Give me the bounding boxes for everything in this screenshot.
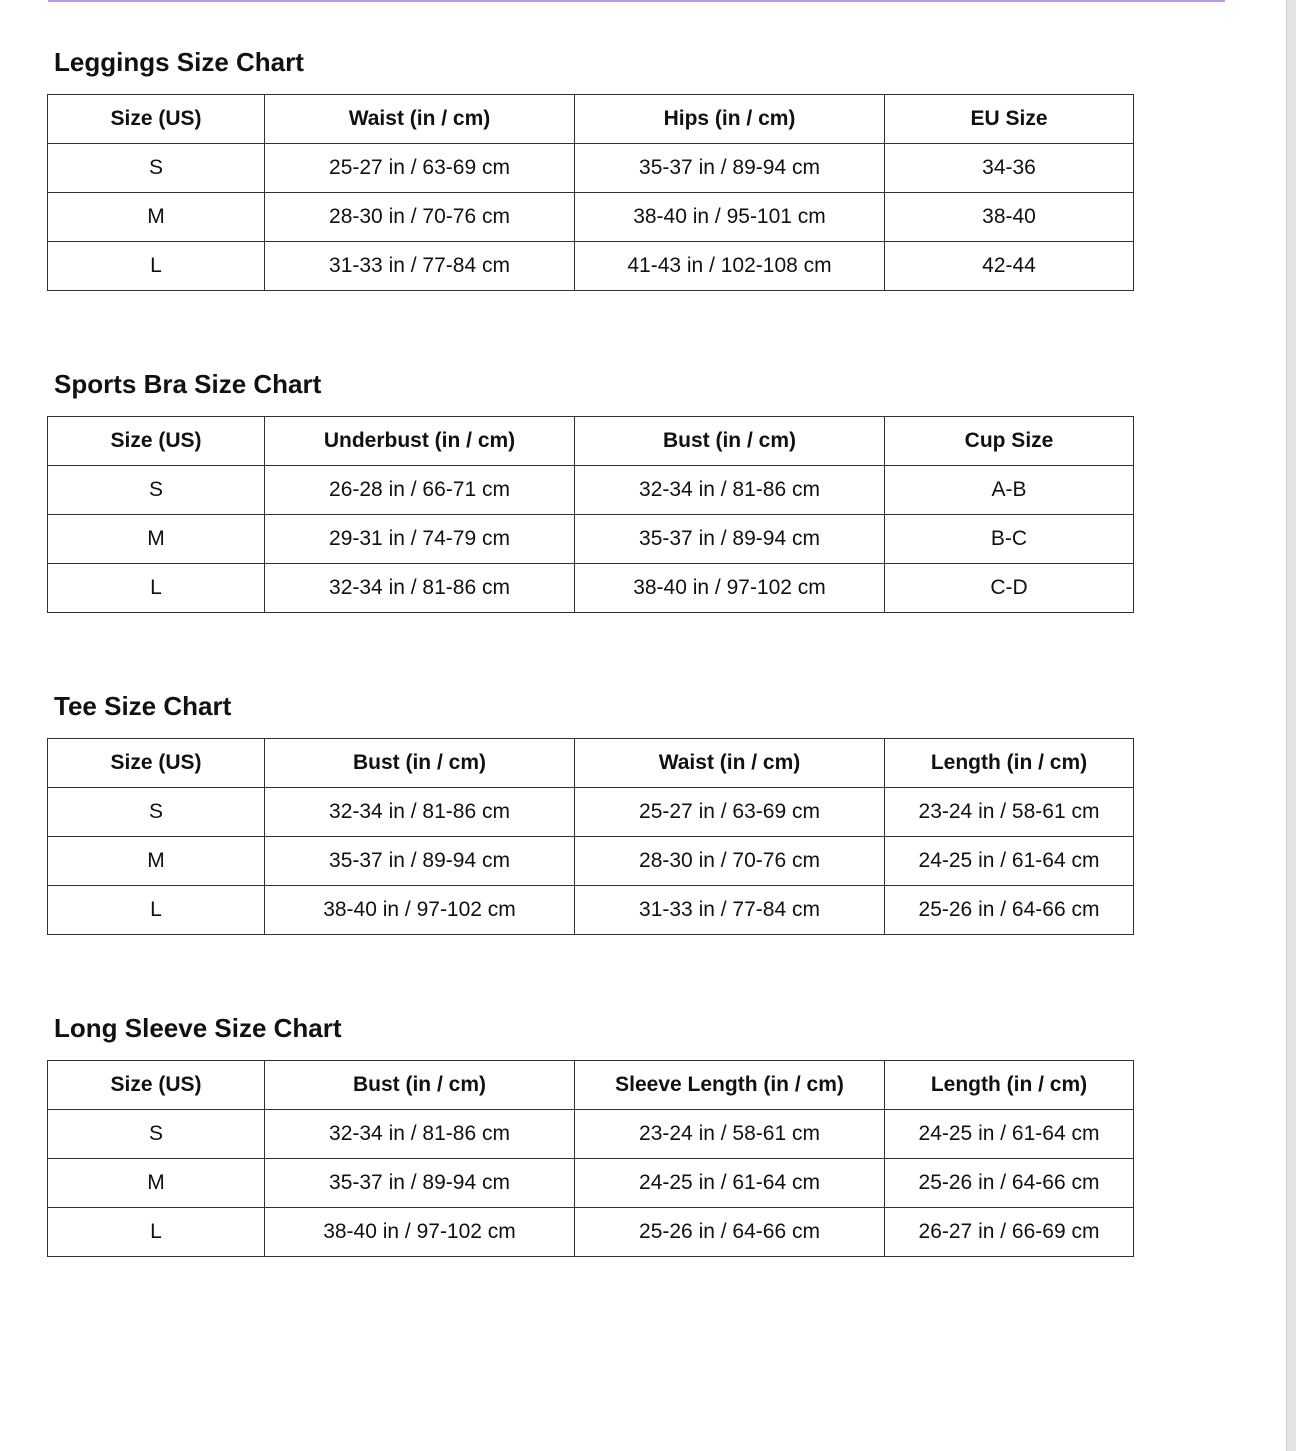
table-row bbox=[48, 1159, 1134, 1208]
table-cell: M bbox=[48, 193, 265, 242]
table-cell: M bbox=[48, 515, 265, 564]
table-cell: 26-27 in / 66-69 cm bbox=[885, 1208, 1134, 1257]
section-title: Sports Bra Size Chart bbox=[54, 369, 322, 399]
table-cell: L bbox=[48, 1208, 265, 1257]
column-header: Underbust (in / cm) bbox=[265, 417, 575, 466]
table-cell: 32-34 in / 81-86 cm bbox=[265, 564, 575, 613]
column-header: Waist (in / cm) bbox=[265, 95, 575, 144]
table-cell: 32-34 in / 81-86 cm bbox=[265, 1110, 575, 1159]
table-cell: 35-37 in / 89-94 cm bbox=[575, 515, 885, 564]
column-header: Bust (in / cm) bbox=[575, 417, 885, 466]
table-cell: 23-24 in / 58-61 cm bbox=[885, 788, 1134, 837]
table-cell: 25-27 in / 63-69 cm bbox=[575, 788, 885, 837]
column-header: Size (US) bbox=[48, 95, 265, 144]
table-cell: 34-36 bbox=[885, 144, 1134, 193]
table-cell: 25-26 in / 64-66 cm bbox=[575, 1208, 885, 1257]
table-row bbox=[48, 1208, 1134, 1257]
table-header-row bbox=[48, 417, 1134, 466]
tee-size-table bbox=[47, 738, 1134, 935]
table-row bbox=[48, 144, 1134, 193]
table-header-row bbox=[48, 739, 1134, 788]
table-cell: 31-33 in / 77-84 cm bbox=[265, 242, 575, 291]
table-cell: 25-27 in / 63-69 cm bbox=[265, 144, 575, 193]
table-cell: 25-26 in / 64-66 cm bbox=[885, 1159, 1134, 1208]
table-row bbox=[48, 1110, 1134, 1159]
column-header: Bust (in / cm) bbox=[265, 1061, 575, 1110]
top-accent-divider bbox=[48, 0, 1225, 2]
table-cell: 25-26 in / 64-66 cm bbox=[885, 886, 1134, 935]
column-header: Size (US) bbox=[48, 739, 265, 788]
column-header: Sleeve Length (in / cm) bbox=[575, 1061, 885, 1110]
section-title: Long Sleeve Size Chart bbox=[54, 1013, 342, 1043]
column-header: Length (in / cm) bbox=[885, 1061, 1134, 1110]
table-cell: 38-40 in / 97-102 cm bbox=[265, 1208, 575, 1257]
long-sleeve-size-table bbox=[47, 1060, 1134, 1257]
table-row bbox=[48, 886, 1134, 935]
column-header: Size (US) bbox=[48, 417, 265, 466]
table-cell: 35-37 in / 89-94 cm bbox=[265, 837, 575, 886]
table-cell: M bbox=[48, 1159, 265, 1208]
table-cell: S bbox=[48, 788, 265, 837]
table-row bbox=[48, 466, 1134, 515]
table-row bbox=[48, 564, 1134, 613]
table-cell: 41-43 in / 102-108 cm bbox=[575, 242, 885, 291]
table-cell: 32-34 in / 81-86 cm bbox=[575, 466, 885, 515]
page-edge-scrollbar[interactable] bbox=[1286, 0, 1296, 1451]
leggings-size-table bbox=[47, 94, 1134, 291]
table-cell: S bbox=[48, 1110, 265, 1159]
table-cell: 26-28 in / 66-71 cm bbox=[265, 466, 575, 515]
sports-bra-size-table bbox=[47, 416, 1134, 613]
table-cell: 28-30 in / 70-76 cm bbox=[575, 837, 885, 886]
table-cell: 38-40 in / 97-102 cm bbox=[265, 886, 575, 935]
column-header: Size (US) bbox=[48, 1061, 265, 1110]
section-title: Tee Size Chart bbox=[54, 691, 232, 721]
table-cell: 32-34 in / 81-86 cm bbox=[265, 788, 575, 837]
column-header: Cup Size bbox=[885, 417, 1134, 466]
table-header-row bbox=[48, 1061, 1134, 1110]
table-cell: L bbox=[48, 564, 265, 613]
column-header: Waist (in / cm) bbox=[575, 739, 885, 788]
table-row bbox=[48, 242, 1134, 291]
table-cell: 31-33 in / 77-84 cm bbox=[575, 886, 885, 935]
table-cell: B-C bbox=[885, 515, 1134, 564]
table-cell: S bbox=[48, 466, 265, 515]
section-title: Leggings Size Chart bbox=[54, 47, 304, 77]
table-row bbox=[48, 193, 1134, 242]
table-cell: 23-24 in / 58-61 cm bbox=[575, 1110, 885, 1159]
table-cell: 35-37 in / 89-94 cm bbox=[265, 1159, 575, 1208]
table-cell: 42-44 bbox=[885, 242, 1134, 291]
column-header: EU Size bbox=[885, 95, 1134, 144]
table-row bbox=[48, 837, 1134, 886]
table-row bbox=[48, 515, 1134, 564]
table-cell: 24-25 in / 61-64 cm bbox=[575, 1159, 885, 1208]
table-cell: 35-37 in / 89-94 cm bbox=[575, 144, 885, 193]
table-cell: 24-25 in / 61-64 cm bbox=[885, 1110, 1134, 1159]
table-cell: 24-25 in / 61-64 cm bbox=[885, 837, 1134, 886]
column-header: Length (in / cm) bbox=[885, 739, 1134, 788]
table-cell: 28-30 in / 70-76 cm bbox=[265, 193, 575, 242]
table-cell: 38-40 bbox=[885, 193, 1134, 242]
column-header: Bust (in / cm) bbox=[265, 739, 575, 788]
table-cell: 38-40 in / 95-101 cm bbox=[575, 193, 885, 242]
column-header: Hips (in / cm) bbox=[575, 95, 885, 144]
table-header-row bbox=[48, 95, 1134, 144]
table-cell: L bbox=[48, 886, 265, 935]
table-cell: A-B bbox=[885, 466, 1134, 515]
table-cell: M bbox=[48, 837, 265, 886]
table-cell: C-D bbox=[885, 564, 1134, 613]
table-cell: S bbox=[48, 144, 265, 193]
table-cell: 29-31 in / 74-79 cm bbox=[265, 515, 575, 564]
table-cell: 38-40 in / 97-102 cm bbox=[575, 564, 885, 613]
table-cell: L bbox=[48, 242, 265, 291]
table-row bbox=[48, 788, 1134, 837]
